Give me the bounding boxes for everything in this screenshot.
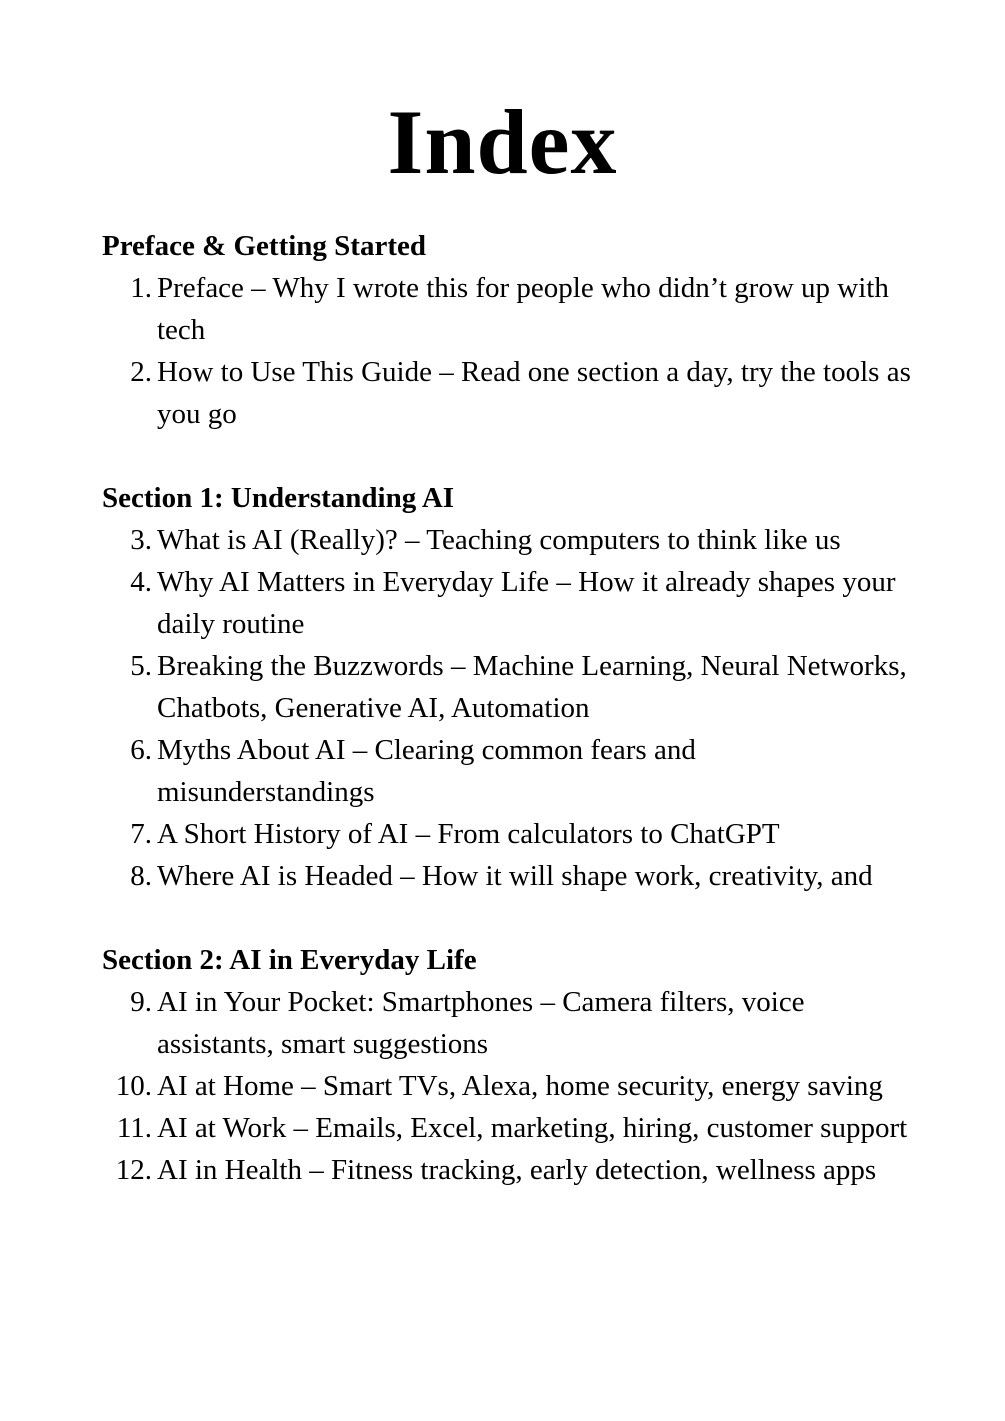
list-item-number: 5.	[130, 650, 152, 682]
index-section	[102, 225, 917, 435]
list-item	[102, 645, 917, 729]
index-section	[102, 477, 917, 897]
list-item-number: 1.	[130, 272, 152, 304]
list-item-text: What is AI (Really)? – Teaching computers to think like us	[157, 524, 841, 556]
page-title: Index	[387, 91, 618, 193]
list-item-number: 2.	[130, 356, 152, 388]
list-item-text: AI in Health – Fitness tracking, early detection, wellness apps	[157, 1154, 877, 1186]
list-item-number: 6.	[130, 734, 152, 766]
index-section	[102, 939, 917, 1191]
list-item	[102, 1065, 917, 1107]
list-item-text: AI in Your Pocket: Smartphones – Camera filters, voice assistants, smart suggestions	[157, 986, 805, 1060]
list-item	[102, 855, 917, 897]
index-content	[0, 225, 1005, 1191]
list-item-text: Myths About AI – Clearing common fears and misunderstandings	[157, 734, 696, 808]
list-item-text: How to Use This Guide – Read one section a day, try the tools as you go	[157, 356, 911, 430]
list-item	[102, 1107, 917, 1149]
list-item-text: AI at Home – Smart TVs, Alexa, home security, energy saving	[157, 1070, 883, 1102]
list-item-text: Breaking the Buzzwords – Machine Learning, Neural Networks, Chatbots, Generative AI, Automation	[157, 650, 907, 724]
section-list	[102, 267, 917, 435]
list-item	[102, 267, 917, 351]
section-heading: Section 2: AI in Everyday Life	[102, 944, 477, 976]
list-item-number: 10.	[115, 1070, 152, 1102]
list-item-text: Where AI is Headed – How it will shape work, creativity, and	[157, 860, 873, 892]
list-item-text: A Short History of AI – From calculators to ChatGPT	[157, 818, 780, 850]
list-item	[102, 351, 917, 435]
list-item	[102, 519, 917, 561]
list-item-number: 4.	[130, 566, 152, 598]
list-item	[102, 1149, 917, 1191]
list-item-text: AI at Work – Emails, Excel, marketing, hiring, customer support	[157, 1112, 908, 1144]
section-heading: Section 1: Understanding AI	[102, 482, 455, 514]
list-item	[102, 561, 917, 645]
section-list	[102, 981, 917, 1191]
list-item-text: Preface – Why I wrote this for people who didn’t grow up with tech	[157, 272, 889, 346]
list-item	[102, 981, 917, 1065]
list-item-text: Why AI Matters in Everyday Life – How it already shapes your daily routine	[157, 566, 896, 640]
section-list	[102, 519, 917, 897]
section-heading: Preface & Getting Started	[102, 230, 426, 262]
list-item	[102, 729, 917, 813]
list-item-number: 8.	[130, 860, 152, 892]
list-item-number: 3.	[130, 524, 152, 556]
list-item-number: 9.	[130, 986, 152, 1018]
list-item-number: 7.	[130, 818, 152, 850]
list-item	[102, 813, 917, 855]
list-item-number: 12.	[115, 1154, 152, 1186]
list-item-number: 11.	[116, 1112, 152, 1144]
